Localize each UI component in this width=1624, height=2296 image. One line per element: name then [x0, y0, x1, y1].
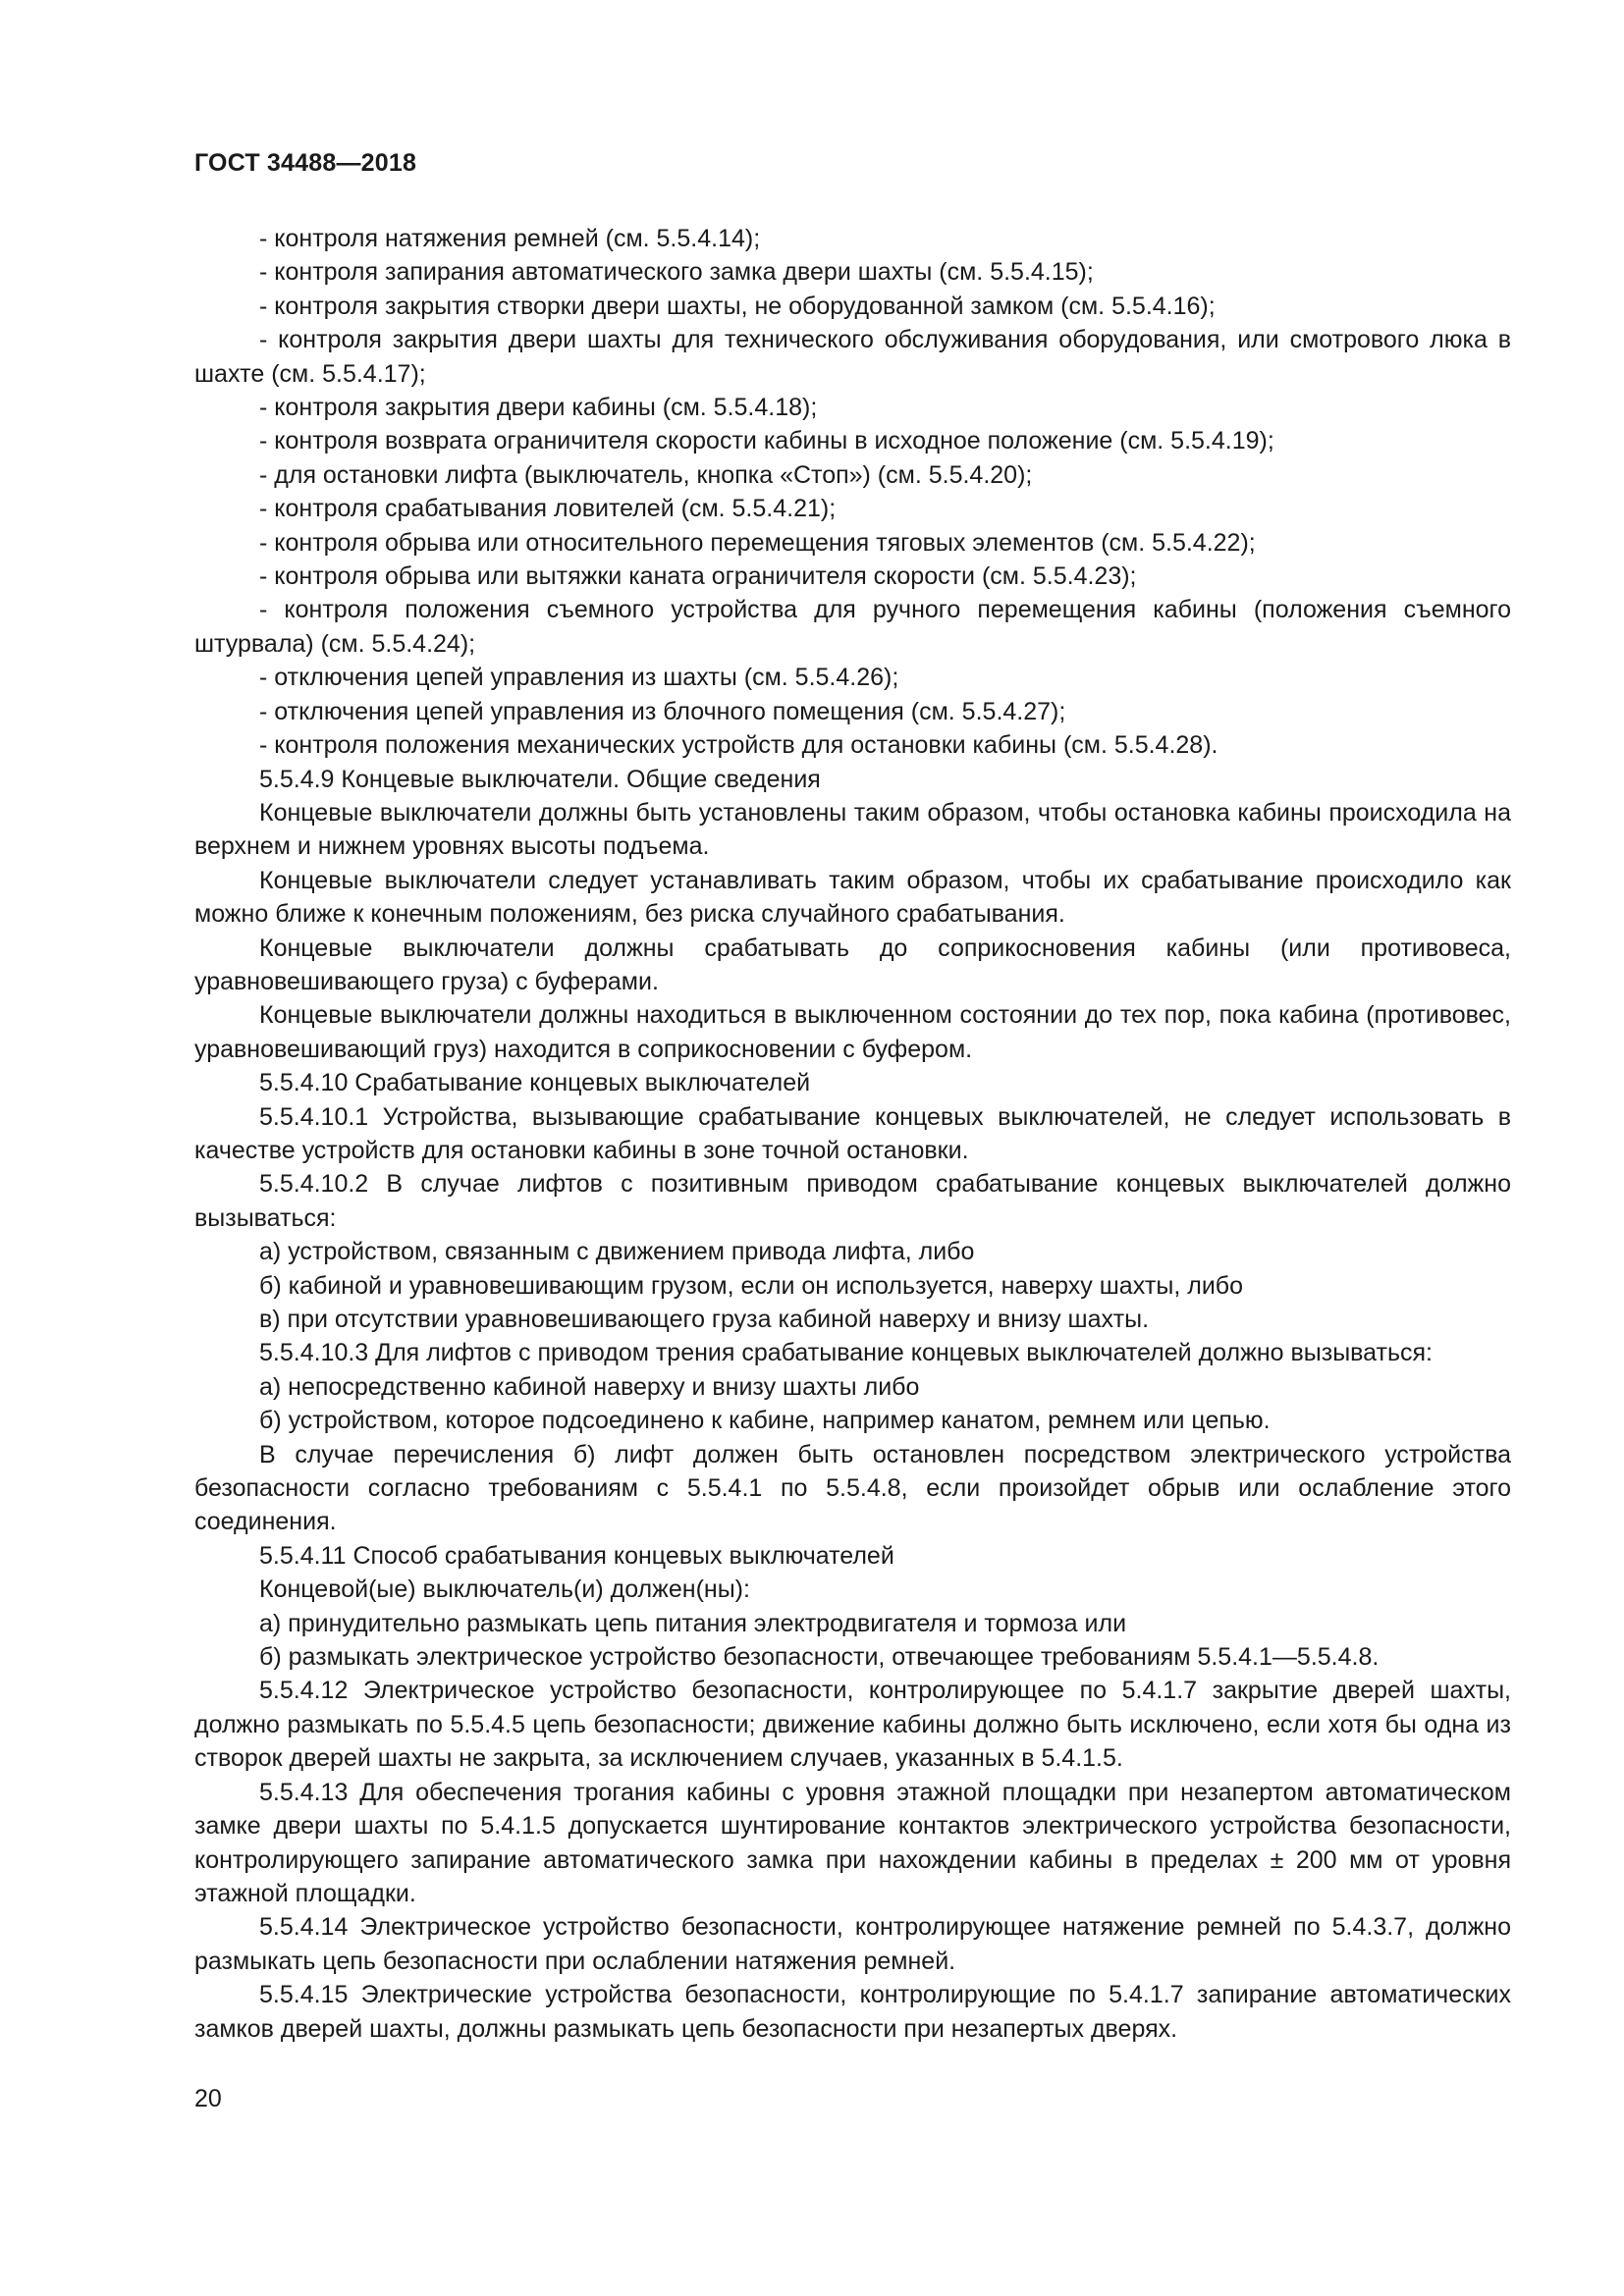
- paragraph: - отключения цепей управления из блочного помещения (см. 5.5.4.27);: [259, 697, 1066, 725]
- section-heading: 5.5.4.10 Срабатывание концевых выключателей: [259, 1069, 811, 1097]
- paragraph: - контроля возврата ограничителя скорости кабины в исходное положение (см. 5.5.4.19);: [259, 427, 1274, 455]
- paragraph: 5.5.4.15 Электрические устройства безопасности, контролирующие по 5.4.1.7 запирание автоматических замков дверей шахты, должны размыкать цепь безопасности при незапертых дверях.: [194, 1981, 1511, 2043]
- paragraph: 5.5.4.13 Для обеспечения трогания кабины с уровня этажной площадки при незапертом автоматическом замке двери шахты по 5.4.1.5 допускается шунтирование контактов электрического устройства безопасности, контролирующего запирание автоматического замка при нахождении кабины в пределах ± 200 мм от уровня этажной площадки.: [194, 1778, 1511, 1907]
- paragraph: 5.5.4.12 Электрическое устройство безопасности, контролирующее по 5.4.1.7 закрытие дверей шахты, должно размыкать по 5.5.4.5 цепь безопасности; движение кабины должно быть исключено, если хотя бы одна из створок дверей шахты не закрыта, за исключением случаев, указанных в 5.4.1.5.: [194, 1677, 1511, 1773]
- section-heading: 5.5.4.11 Способ срабатывания концевых выключателей: [259, 1541, 894, 1570]
- paragraph: Концевые выключатели должны быть установлены таким образом, чтобы остановка кабины происходила на верхнем и нижнем уровнях высоты подъема.: [194, 798, 1511, 861]
- paragraph: В случае перечисления б) лифт должен быть остановлен посредством электрического устройства безопасности согласно требованиям с 5.5.4.1 по 5.5.4.8, если произойдет обрыв или ослабление этого соединения.: [194, 1440, 1511, 1536]
- paragraph: б) размыкать электрическое устройство безопасности, отвечающее требованиям 5.5.4.1—5.5.4.8.: [259, 1643, 1380, 1672]
- paragraph: - контроля положения механических устройств для остановки кабины (см. 5.5.4.28).: [259, 731, 1218, 760]
- paragraph: Концевые выключатели должны срабатывать до соприкосновения кабины (или противовеса, уравновешивающего груза) с буферами.: [194, 934, 1511, 995]
- paragraph: - контроля положения съемного устройства для ручного перемещения кабины (положения съемного штурвала) (см. 5.5.4.24);: [194, 596, 1511, 658]
- paragraph: Концевые выключатели следует устанавливать таким образом, чтобы их срабатывание происходило как можно ближе к конечным положениям, без риска случайного срабатывания.: [194, 866, 1511, 929]
- paragraph: - для остановки лифта (выключатель, кнопка «Стоп») (см. 5.5.4.20);: [259, 460, 1033, 489]
- paragraph: Концевые выключатели должны находиться в выключенном состоянии до тех пор, пока кабина (противовес, уравновешивающий груз) находится в соприкосновении с буфером.: [194, 1001, 1511, 1063]
- document-body: [194, 222, 1511, 2046]
- section-heading: 5.5.4.9 Концевые выключатели. Общие сведения: [259, 765, 821, 793]
- paragraph: 5.5.4.14 Электрическое устройство безопасности, контролирующее натяжение ремней по 5.4.3.7, должно размыкать цепь безопасности при ослаблении натяжения ремней.: [194, 1913, 1511, 1975]
- paragraph: - контроля запирания автоматического замка двери шахты (см. 5.5.4.15);: [259, 258, 1094, 287]
- paragraph: а) непосредственно кабиной наверху и внизу шахты либо: [259, 1372, 920, 1401]
- paragraph: 5.5.4.10.1 Устройства, вызывающие срабатывание концевых выключателей, не следует использовать в качестве устройств для остановки кабины в зоне точной остановки.: [194, 1102, 1511, 1164]
- paragraph: - контроля закрытия двери кабины (см. 5.5.4.18);: [259, 394, 818, 422]
- page-number: 20: [194, 2085, 222, 2112]
- paragraph: б) устройством, которое подсоединено к кабине, например канатом, ремнем или цепью.: [259, 1407, 1271, 1435]
- paragraph: а) устройством, связанным с движением привода лифта, либо: [259, 1238, 975, 1266]
- paragraph: - отключения цепей управления из шахты (см. 5.5.4.26);: [259, 664, 899, 692]
- paragraph: - контроля закрытия створки двери шахты, не оборудованной замком (см. 5.5.4.16);: [259, 292, 1216, 320]
- paragraph: Концевой(ые) выключатель(и) должен(ны):: [259, 1575, 750, 1604]
- paragraph: - контроля натяжения ремней (см. 5.5.4.14);: [259, 225, 761, 252]
- paragraph: - контроля закрытия двери шахты для технического обслуживания оборудования, или смотрового люка в шахте (см. 5.5.4.17);: [194, 326, 1511, 388]
- paragraph: - контроля срабатывания ловителей (см. 5.5.4.21);: [259, 495, 837, 523]
- document-header: ГОСТ 34488—2018: [194, 149, 417, 177]
- paragraph: 5.5.4.10.2 В случае лифтов с позитивным приводом срабатывание концевых выключателей должно вызываться:: [194, 1170, 1511, 1232]
- paragraph: б) кабиной и уравновешивающим грузом, если он используется, наверху шахты, либо: [259, 1271, 1244, 1300]
- paragraph: - контроля обрыва или вытяжки каната ограничителя скорости (см. 5.5.4.23);: [259, 562, 1137, 591]
- paragraph: 5.5.4.10.3 Для лифтов с приводом трения срабатывание концевых выключателей должно вызываться:: [259, 1339, 1433, 1367]
- paragraph: - контроля обрыва или относительного перемещения тяговых элементов (см. 5.5.4.22);: [259, 528, 1256, 557]
- paragraph: а) принудительно размыкать цепь питания электродвигателя и тормоза или: [259, 1609, 1127, 1637]
- paragraph: в) при отсутствии уравновешивающего груза кабиной наверху и внизу шахты.: [259, 1306, 1150, 1333]
